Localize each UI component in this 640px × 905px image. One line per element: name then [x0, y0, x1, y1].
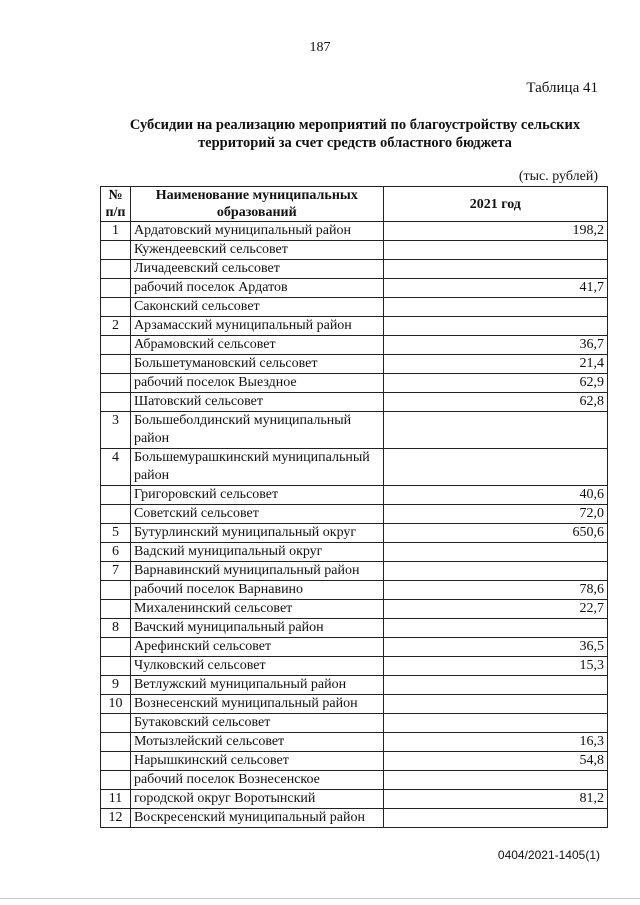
- table-row: [101, 638, 608, 657]
- subsidy-value: [383, 317, 607, 336]
- table-row: [101, 336, 608, 355]
- table-label: Таблица 41: [526, 80, 598, 96]
- title-line-2: территорий за счет средств областного бюджета: [198, 135, 512, 151]
- municipality-name: Вачский муниципальный район: [130, 619, 383, 638]
- subsidy-value: 22,7: [383, 600, 607, 619]
- table-row: [101, 676, 608, 695]
- subsidy-value: 72,0: [383, 505, 607, 524]
- row-number: [101, 733, 131, 752]
- table-row: [101, 619, 608, 638]
- subsidy-value: 198,2: [383, 222, 607, 241]
- municipality-name: Бутурлинский муниципальный округ: [130, 524, 383, 543]
- table-row: [101, 449, 608, 486]
- municipality-name: Михаленинский сельсовет: [130, 600, 383, 619]
- row-number: [101, 581, 131, 600]
- municipality-name: рабочий поселок Вознесенское: [130, 771, 383, 790]
- table-row: [101, 505, 608, 524]
- units-label: (тыс. рублей): [518, 169, 598, 184]
- table-row: [101, 733, 608, 752]
- municipality-name: Нарышкинский сельсовет: [130, 752, 383, 771]
- subsidy-value: [383, 809, 607, 828]
- table-row: [101, 543, 608, 562]
- municipality-name: Арзамасский муниципальный район: [130, 317, 383, 336]
- page-number: 187: [309, 40, 331, 55]
- table-row: [101, 486, 608, 505]
- subsidy-value: [383, 449, 607, 486]
- subsidy-value: 21,4: [383, 355, 607, 374]
- column-header-name-line-2: образований: [216, 205, 297, 220]
- row-number: 5: [101, 524, 131, 543]
- table-row: [101, 355, 608, 374]
- column-header-number-line-2: п/п: [105, 205, 126, 220]
- row-number: [101, 638, 131, 657]
- municipality-name: Саконский сельсовет: [130, 298, 383, 317]
- subsidy-value: [383, 695, 607, 714]
- column-header-name-line-1: Наименование муниципальных: [155, 188, 358, 203]
- row-number: 2: [101, 317, 131, 336]
- municipality-name: рабочий поселок Варнавино: [130, 581, 383, 600]
- row-number: 12: [101, 809, 131, 828]
- row-number: 4: [101, 449, 131, 486]
- row-number: [101, 505, 131, 524]
- municipality-name: городской округ Воротынский: [130, 790, 383, 809]
- table-row: [101, 809, 608, 828]
- municipality-name: Бутаковский сельсовет: [130, 714, 383, 733]
- column-header-value: 2021 год: [383, 187, 607, 222]
- subsidy-value: [383, 412, 607, 449]
- table-row: [101, 298, 608, 317]
- row-number: [101, 260, 131, 279]
- row-number: [101, 279, 131, 298]
- municipality-name: Арефинский сельсовет: [130, 638, 383, 657]
- row-number: [101, 374, 131, 393]
- municipality-name: Большетумановский сельсовет: [130, 355, 383, 374]
- row-number: 3: [101, 412, 131, 449]
- table-body: [101, 222, 608, 828]
- municipality-name: Кужендеевский сельсовет: [130, 241, 383, 260]
- municipality-name: Большеболдинский муниципальный район: [130, 412, 383, 449]
- row-number: [101, 393, 131, 412]
- subsidy-table: [100, 186, 608, 828]
- table-row: [101, 581, 608, 600]
- title-line-1: Субсидии на реализацию мероприятий по благоустройству сельских: [129, 117, 581, 133]
- municipality-name: Ветлужский муниципальный район: [130, 676, 383, 695]
- municipality-name: рабочий поселок Ардатов: [130, 279, 383, 298]
- subsidy-value: [383, 619, 607, 638]
- municipality-name: Абрамовский сельсовет: [130, 336, 383, 355]
- subsidy-value: [383, 676, 607, 695]
- subsidy-value: 62,8: [383, 393, 607, 412]
- row-number: [101, 336, 131, 355]
- municipality-name: Шатовский сельсовет: [130, 393, 383, 412]
- subsidy-value: [383, 241, 607, 260]
- table-row: [101, 600, 608, 619]
- column-header-name: [130, 187, 383, 222]
- row-number: [101, 600, 131, 619]
- municipality-name: Воскресенский муниципальный район: [130, 809, 383, 828]
- row-number: [101, 714, 131, 733]
- table-header-row: [101, 187, 608, 222]
- municipality-name: Большемурашкинский муниципальный район: [130, 449, 383, 486]
- table-row: [101, 260, 608, 279]
- row-number: [101, 355, 131, 374]
- subsidy-value: [383, 771, 607, 790]
- subsidy-value: 62,9: [383, 374, 607, 393]
- table-row: [101, 241, 608, 260]
- column-header-number-line-1: №: [108, 188, 123, 203]
- table-row: [101, 790, 608, 809]
- table-row: [101, 279, 608, 298]
- table-row: [101, 412, 608, 449]
- municipality-name: рабочий поселок Выездное: [130, 374, 383, 393]
- subsidy-value: 40,6: [383, 486, 607, 505]
- row-number: [101, 657, 131, 676]
- column-header-number: [101, 187, 131, 222]
- row-number: 6: [101, 543, 131, 562]
- table-row: [101, 695, 608, 714]
- table-row: [101, 222, 608, 241]
- municipality-name: Вадский муниципальный округ: [130, 543, 383, 562]
- municipality-name: Вознесенский муниципальный район: [130, 695, 383, 714]
- municipality-name: Личадеевский сельсовет: [130, 260, 383, 279]
- municipality-name: Ардатовский муниципальный район: [130, 222, 383, 241]
- row-number: 1: [101, 222, 131, 241]
- bottom-edge-line: [0, 898, 640, 899]
- row-number: [101, 241, 131, 260]
- subsidy-value: 15,3: [383, 657, 607, 676]
- table-row: [101, 393, 608, 412]
- row-number: 9: [101, 676, 131, 695]
- subsidy-value: [383, 562, 607, 581]
- table-row: [101, 317, 608, 336]
- row-number: [101, 752, 131, 771]
- document-title: [60, 116, 640, 152]
- table-row: [101, 714, 608, 733]
- row-number: 11: [101, 790, 131, 809]
- subsidy-value: 16,3: [383, 733, 607, 752]
- municipality-name: Чулковский сельсовет: [130, 657, 383, 676]
- row-number: [101, 771, 131, 790]
- table-row: [101, 374, 608, 393]
- subsidy-value: 81,2: [383, 790, 607, 809]
- subsidy-value: 650,6: [383, 524, 607, 543]
- subsidy-value: 78,6: [383, 581, 607, 600]
- subsidy-value: 36,5: [383, 638, 607, 657]
- municipality-name: Мотызлейский сельсовет: [130, 733, 383, 752]
- row-number: 10: [101, 695, 131, 714]
- subsidy-value: [383, 298, 607, 317]
- subsidy-value: [383, 543, 607, 562]
- subsidy-value: 41,7: [383, 279, 607, 298]
- table-row: [101, 771, 608, 790]
- municipality-name: Варнавинский муниципальный район: [130, 562, 383, 581]
- subsidy-value: 54,8: [383, 752, 607, 771]
- table-row: [101, 562, 608, 581]
- document-code: 0404/2021-1405(1): [497, 848, 600, 862]
- table-row: [101, 524, 608, 543]
- subsidy-value: 36,7: [383, 336, 607, 355]
- table-row: [101, 752, 608, 771]
- row-number: 8: [101, 619, 131, 638]
- row-number: [101, 486, 131, 505]
- subsidy-value: [383, 714, 607, 733]
- table-row: [101, 657, 608, 676]
- municipality-name: Григоровский сельсовет: [130, 486, 383, 505]
- subsidy-value: [383, 260, 607, 279]
- row-number: [101, 298, 131, 317]
- row-number: 7: [101, 562, 131, 581]
- municipality-name: Советский сельсовет: [130, 505, 383, 524]
